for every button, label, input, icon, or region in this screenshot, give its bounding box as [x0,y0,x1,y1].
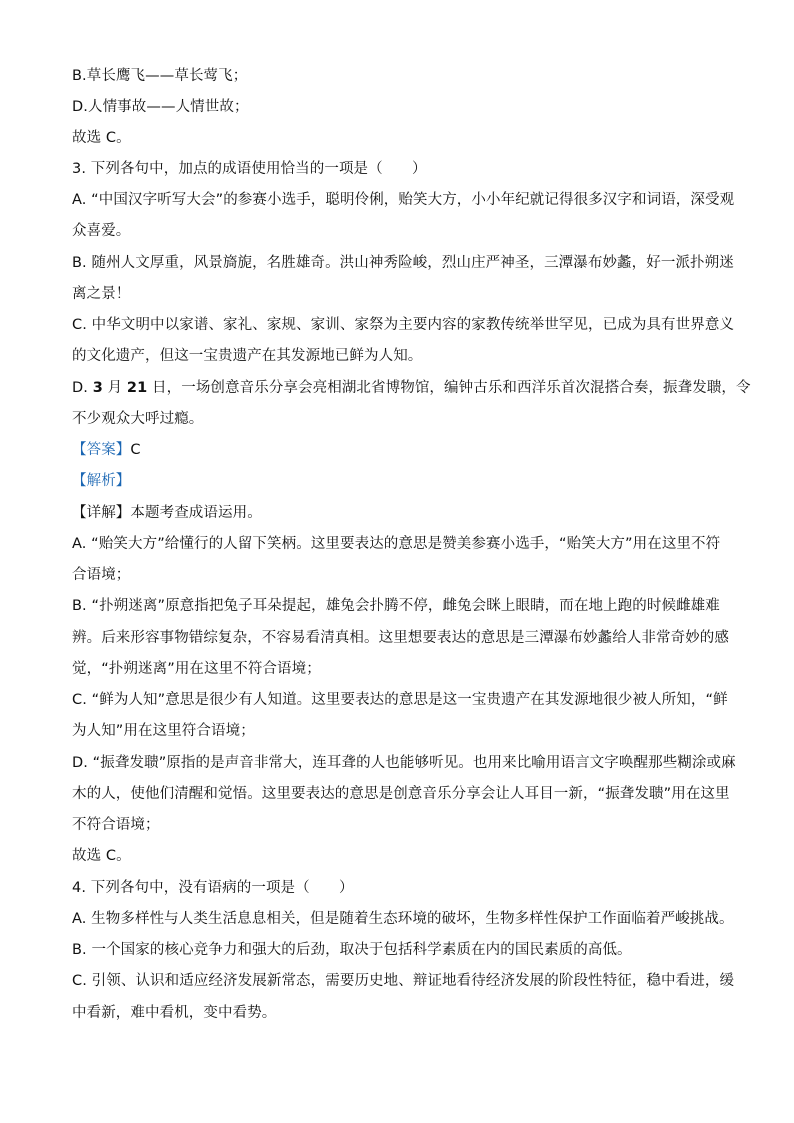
option-prefix: D. [72,380,93,396]
text-line: B.草长鹰飞——草长莺飞； [72,68,248,84]
explain-d-cont: 木的人，使他们清醒和觉悟。这里要表达的意思是创意音乐分享会让人耳目一新，“振聋发聩”用在这里 [72,786,730,802]
text-line: 故选 C。 [72,130,131,146]
explain-a: A. “贻笑大方”给懂行的人留下笑柄。这里要表达的意思是赞美参赛小选手，“贻笑大方”用在这里不符 [72,536,721,552]
question-3-option-a: A. “中国汉字听写大会”的参赛小选手，聪明伶俐，贻笑大方，小小年纪就记得很多汉字和词语，深受观 [72,192,735,208]
answer-value: C [130,442,141,458]
explain-b-cont: 辨。后来形容事物错综复杂，不容易看清真相。这里想要表达的意思是三潭瀑布妙蠡给人非常奇妙的感 [72,630,729,646]
explain-b-cont: 觉，“扑朔迷离”用在这里不符合语境； [72,661,321,677]
question-4-option-b: B. 一个国家的核心竞争力和强大的后劲，取决于包括科学素质在内的国民素质的高低。 [72,942,632,958]
text-line: D.人情事故——人情世故； [72,99,249,115]
question-3-stem: 3. 下列各句中，加点的成语使用恰当的一项是（ ） [72,161,427,177]
analysis-tag: 【解析】 [72,473,131,489]
question-3-option-a-cont: 众喜爱。 [72,223,131,239]
question-3-option-b: B. 随州人文厚重，风景旖旎，名胜雄奇。洪山神秀险峻，烈山庄严神圣，三潭瀑布妙蠡，好一派扑朔迷 [72,255,734,271]
question-4-option-c: C. 引领、认识和适应经济发展新常态，需要历史地、辩证地看待经济发展的阶段性特征，稳中看进，缓 [72,973,735,989]
detail-tag: 【详解】 [72,505,131,521]
question-4-option-a: A. 生物多样性与人类生活息息相关，但是随着生态环境的破坏，生物多样性保护工作面临着严峻挑战。 [72,911,734,927]
question-4-stem: 4. 下列各句中，没有语病的一项是（ ） [72,880,354,896]
answer-line [72,441,141,459]
explain-c: C. “鲜为人知”意思是很少有人知道。这里要表达的意思是这一宝贵遗产在其发源地很少被人所知，“鲜 [72,692,728,708]
explain-b: B. “扑朔迷离”原意指把兔子耳朵提起，雄兔会扑腾不停，雌兔会眯上眼睛，而在地上跑的时候雌雄难 [72,598,720,614]
explain-a-cont: 合语境； [72,567,131,583]
question-3-option-b-cont: 离之景！ [72,286,131,302]
question-3-option-d-cont: 不少观众大呼过瘾。 [72,411,204,427]
month-label: 月 [102,380,127,396]
detail-text: 本题考查成语运用。 [130,505,262,521]
question-3-option-c: C. 中华文明中以家谱、家礼、家规、家训、家祭为主要内容的家教传统举世罕见，已成为具有世界意义 [72,317,735,333]
explain-c-cont: 为人知”用在这里符合语境； [72,723,255,739]
question-3-option-d [72,379,751,397]
day-number: 21 [126,380,148,396]
explain-d: D. “振聋发聩”原指的是声音非常大，连耳聋的人也能够听见。也用来比喻用语言文字唤醒那些糊涂或麻 [72,755,736,771]
question-3-option-c-cont: 的文化遗产，但这一宝贵遗产在其发源地已鲜为人知。 [72,348,423,364]
option-d-text: 日，一场创意音乐分享会亮相湖北省博物馆，编钟古乐和西洋乐首次混搭合奏，振聋发聩，令 [147,380,751,396]
month-number: 3 [92,380,103,396]
question-4-option-c-cont: 中看新，难中看机，变中看势。 [72,1005,277,1021]
detail-line [72,504,262,522]
explain-d-cont: 不符合语境； [72,817,160,833]
conclusion-line: 故选 C。 [72,848,131,864]
answer-tag: 【答案】 [72,442,131,458]
